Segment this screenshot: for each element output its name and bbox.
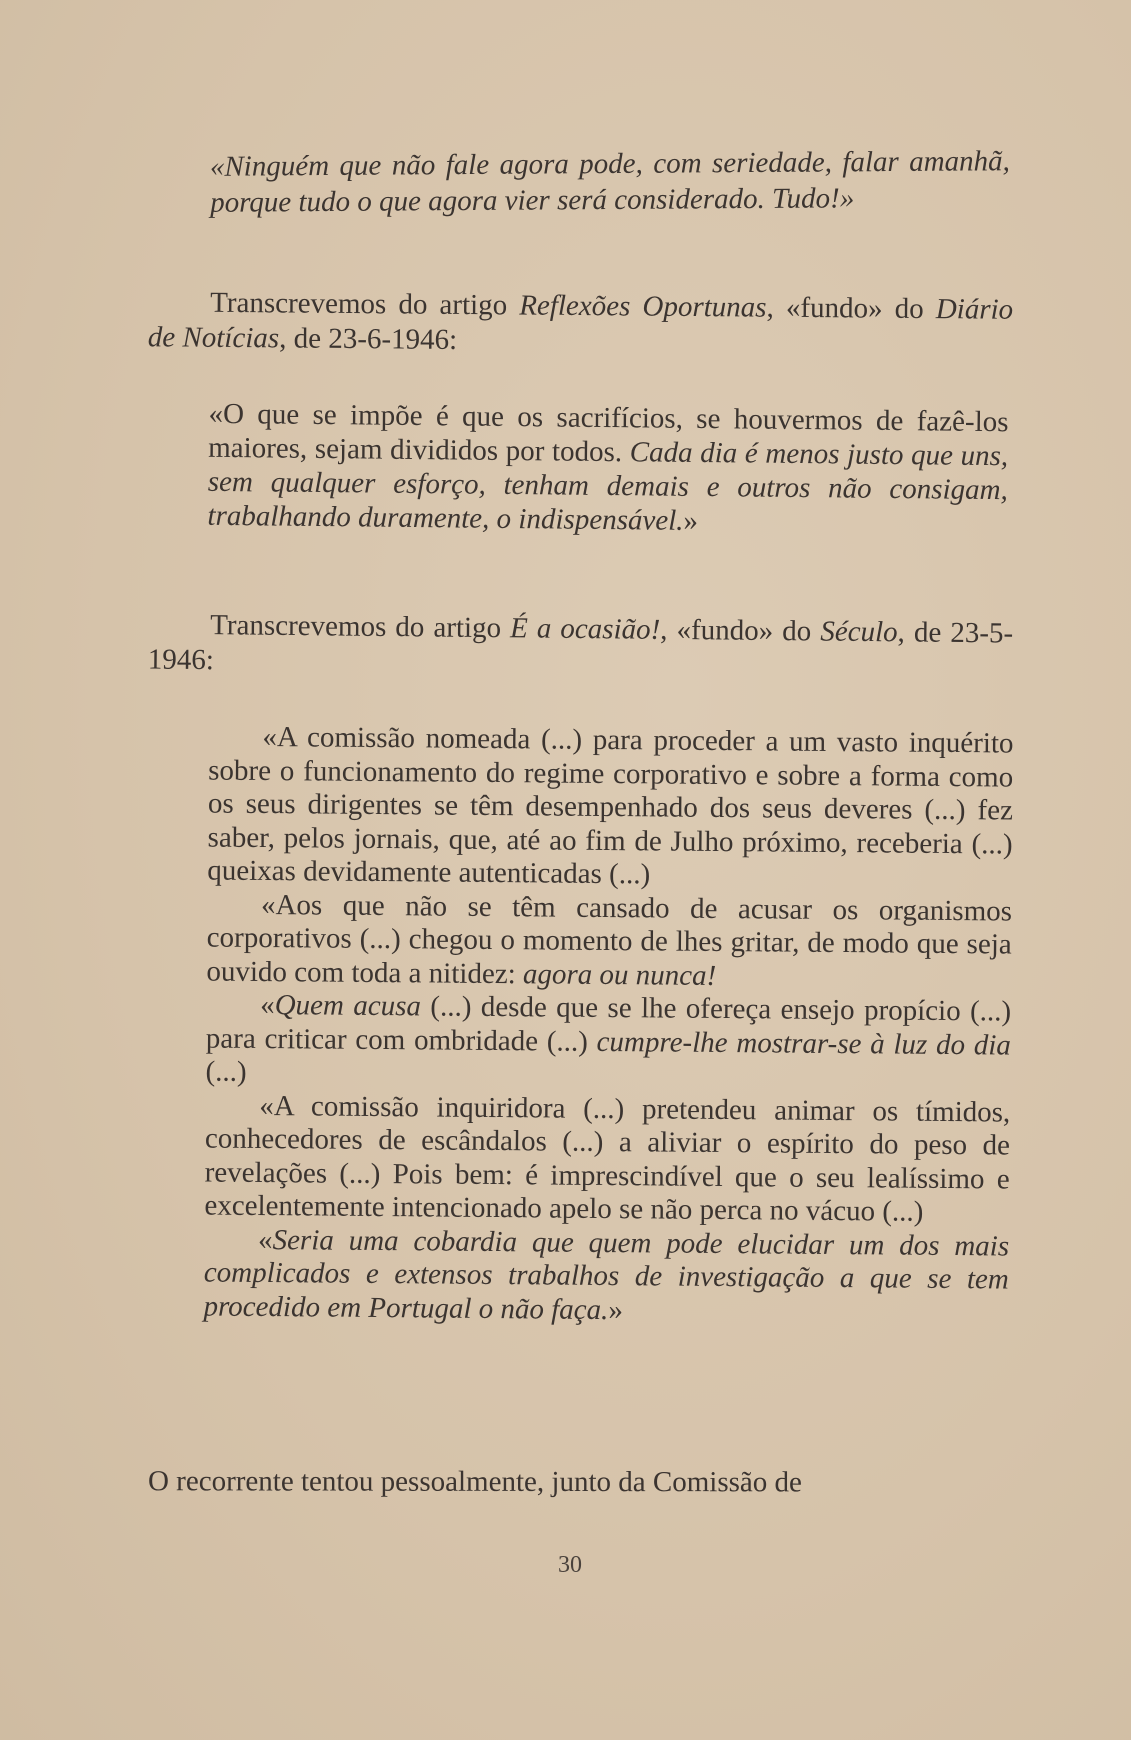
quote3-paragraph-2 [206, 888, 1012, 996]
intro-2-after: , de 23-5-1946: [147, 616, 1014, 677]
intro-2-before: Transcrevemos do artigo [210, 609, 511, 645]
quote3-p5-a: « [257, 1223, 273, 1256]
quote2-plain: «O que se impõe é que os sacrifícios, se houvermos de fazê-los maiores, sejam divididos por todos. [208, 397, 1009, 469]
quote3-p3-b: (...) desde que se lhe ofereça ensejo propício (...) para criticar com ombridade (...) [205, 990, 1012, 1058]
quote3-p2-plain: «Aos que não se têm cansado de acusar os organismos corporativos (...) chegou o momento de lhes gritar, de modo que seja ouvido com toda a nitidez: [206, 888, 1013, 990]
page-number: 30 [558, 1552, 582, 1578]
intro-2-middle: , «fundo» do [660, 613, 821, 648]
intro-1-middle: , «fundo» do [766, 291, 936, 326]
quote3-p3-italic2: cumpre-lhe mostrar-se à luz do dia [596, 1025, 1011, 1062]
quote3-p3-c: (...) [205, 1055, 247, 1088]
quote3-p3-a: « [260, 988, 275, 1022]
article-title-1: Reflexões Oportunas [519, 289, 767, 324]
quote3-p2-italic: agora ou nunca! [522, 957, 717, 992]
article-title-2: É a ocasião! [509, 612, 661, 646]
quote-seculo [203, 720, 1013, 1330]
transcription-intro-2-text [148, 607, 1014, 686]
intro-1-before: Transcrevemos do artigo [210, 286, 520, 322]
quote-diario-noticias-text [207, 397, 1008, 541]
quote3-paragraph-3 [205, 988, 1011, 1096]
transcription-intro-1 [148, 285, 1014, 363]
quote3-paragraph-5 [203, 1223, 1009, 1331]
transcription-intro-1-text [148, 285, 1014, 363]
closing-paragraph [148, 1464, 1013, 1501]
closing-paragraph-text: O recorrente tentou pessoalmente, junto da Comissão de [147, 1465, 802, 1499]
intro-1-after: , de 23-6-1946: [279, 322, 458, 356]
newspaper-name-1: Diário de Notícias [147, 293, 1014, 355]
quote3-paragraph-4: «A comissão inquiridora (...) pretendeu animar os tímidos, conhecedores de escândalos (...) a aliviar o espírito do peso de revelações (...) Pois bem: é imprescindível que o seu lealíssimo e excelentemente intencionado apelo se não perca no vácuo (...) [204, 1089, 1011, 1228]
quote2-end: » [683, 504, 699, 537]
quote2-italic: Cada dia é menos justo que uns, sem qualquer esforço, tenham demais e outros não consigam, trabalhando duramente, o indispensável. [207, 436, 1009, 537]
opening-quote-text: «Ninguém que não fale agora pode, com seriedade, falar amanhã, porque tudo o que agora vier será considerado. Tudo!» [209, 145, 1010, 219]
transcription-intro-2 [148, 607, 1014, 686]
newspaper-name-2: Século [820, 615, 898, 649]
quote3-p5-italic: Seria uma cobardia que quem pode elucidar um dos mais complicados e extensos trabalhos de investigação a que se tem procedido em Portugal o não faça. [203, 1223, 1010, 1326]
opening-quote [210, 143, 1010, 221]
quote3-paragraph-1: «A comissão nomeada (...) para proceder a um vasto inquérito sobre o funcionamento do regime corporativo e sobre a forma como os seus dirigentes se têm desempenhado dos seus deveres (...) fez saber, pelos jornais, que, até ao fim de Julho próximo, receberia (...) queixas devidamente autenticadas (...) [207, 720, 1014, 891]
quote3-p3-italic1: Quem acusa [274, 989, 422, 1023]
quote-diario-noticias [207, 397, 1008, 541]
quote3-p5-b: » [608, 1293, 624, 1326]
